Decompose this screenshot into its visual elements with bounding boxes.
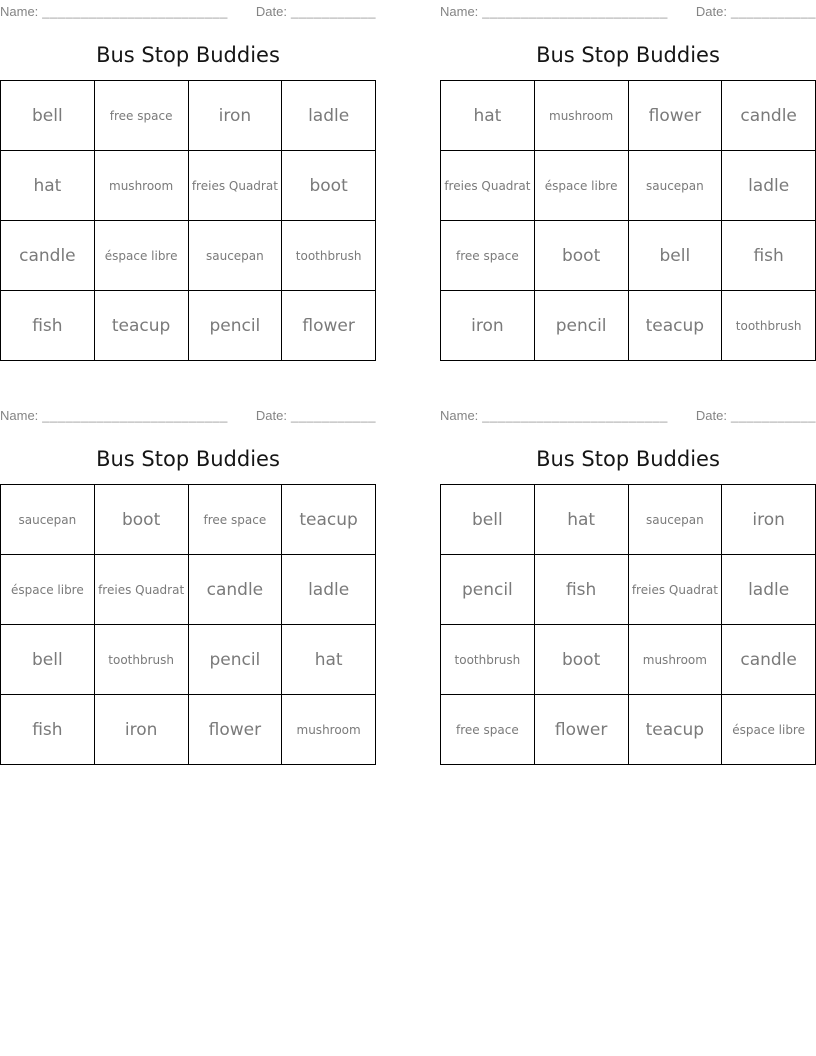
bingo-cell: hat — [534, 485, 628, 555]
bingo-cell: candle — [1, 221, 95, 291]
bingo-cell: saucepan — [628, 485, 722, 555]
date-line: ___________ — [290, 4, 376, 19]
bingo-grid — [0, 484, 376, 765]
grid-row — [1, 695, 376, 765]
bingo-cell: boot — [534, 625, 628, 695]
bingo-cell: candle — [188, 555, 282, 625]
bingo-cell: flower — [188, 695, 282, 765]
bingo-cell: toothbrush — [282, 221, 376, 291]
card-header — [440, 408, 816, 423]
grid-row — [1, 221, 376, 291]
bingo-cell: fish — [534, 555, 628, 625]
bingo-cell: saucepan — [1, 485, 95, 555]
bingo-grid — [440, 484, 816, 765]
bingo-card-3 — [0, 408, 376, 765]
bingo-cell: pencil — [534, 291, 628, 361]
date-label: Date: — [255, 4, 287, 19]
bingo-cell: bell — [1, 625, 95, 695]
bingo-cell: mushroom — [94, 151, 188, 221]
bingo-cell: saucepan — [188, 221, 282, 291]
bingo-cell: candle — [722, 625, 816, 695]
date-line: ___________ — [730, 4, 816, 19]
bingo-cell: pencil — [188, 625, 282, 695]
bingo-cell: mushroom — [282, 695, 376, 765]
grid-row — [441, 291, 816, 361]
bingo-cell: saucepan — [628, 151, 722, 221]
date-label: Date: — [695, 408, 727, 423]
bingo-cell: flower — [534, 695, 628, 765]
date-label: Date: — [695, 4, 727, 19]
card-header — [440, 4, 816, 19]
bingo-cell: freies Quadrat — [94, 555, 188, 625]
bingo-card-2 — [440, 4, 816, 361]
bingo-cell: free space — [441, 221, 535, 291]
bingo-cell: teacup — [628, 695, 722, 765]
bingo-cell: éspace libre — [722, 695, 816, 765]
name-line: ________________________ — [42, 408, 228, 423]
grid-row — [1, 485, 376, 555]
bingo-cell: boot — [94, 485, 188, 555]
name-line: ________________________ — [482, 4, 668, 19]
name-label: Name: — [0, 4, 39, 19]
grid-row — [441, 695, 816, 765]
bingo-cell: iron — [441, 291, 535, 361]
grid-row — [441, 555, 816, 625]
bingo-card-4 — [440, 408, 816, 765]
bingo-cell: teacup — [628, 291, 722, 361]
bingo-cell: hat — [441, 81, 535, 151]
bingo-cell: éspace libre — [534, 151, 628, 221]
bingo-cell: pencil — [188, 291, 282, 361]
bingo-cell: freies Quadrat — [188, 151, 282, 221]
grid-row — [1, 291, 376, 361]
grid-row — [1, 151, 376, 221]
grid-row — [441, 221, 816, 291]
grid-row — [441, 151, 816, 221]
name-label: Name: — [0, 408, 39, 423]
bingo-cell: éspace libre — [1, 555, 95, 625]
name-label: Name: — [440, 4, 479, 19]
name-label: Name: — [440, 408, 479, 423]
bingo-cell: toothbrush — [94, 625, 188, 695]
bingo-cell: toothbrush — [722, 291, 816, 361]
bingo-cell: fish — [1, 291, 95, 361]
bingo-cell: éspace libre — [94, 221, 188, 291]
bingo-cell: boot — [534, 221, 628, 291]
bingo-cell: free space — [94, 81, 188, 151]
bingo-cell: ladle — [282, 555, 376, 625]
bingo-cell: iron — [722, 485, 816, 555]
bingo-cell: free space — [188, 485, 282, 555]
bingo-cell: fish — [722, 221, 816, 291]
bingo-grid — [0, 80, 376, 361]
bingo-card-1 — [0, 4, 376, 361]
grid-row — [1, 555, 376, 625]
bingo-cell: candle — [722, 81, 816, 151]
bingo-cell: freies Quadrat — [441, 151, 535, 221]
card-title: Bus Stop Buddies — [96, 447, 280, 471]
grid-row — [441, 625, 816, 695]
bingo-cell: ladle — [722, 151, 816, 221]
bingo-grid — [440, 80, 816, 361]
bingo-cell: toothbrush — [441, 625, 535, 695]
bingo-cell: flower — [628, 81, 722, 151]
name-line: ________________________ — [42, 4, 228, 19]
bingo-cell: fish — [1, 695, 95, 765]
bingo-cell: bell — [628, 221, 722, 291]
card-header — [0, 408, 376, 423]
name-line: ________________________ — [482, 408, 668, 423]
bingo-cell: ladle — [282, 81, 376, 151]
bingo-cell: bell — [441, 485, 535, 555]
date-line: ___________ — [290, 408, 376, 423]
bingo-cell: bell — [1, 81, 95, 151]
grid-row — [1, 625, 376, 695]
card-header — [0, 4, 376, 19]
bingo-cell: mushroom — [534, 81, 628, 151]
card-title: Bus Stop Buddies — [536, 447, 720, 471]
bingo-cell: iron — [188, 81, 282, 151]
bingo-cell: pencil — [441, 555, 535, 625]
bingo-cell: mushroom — [628, 625, 722, 695]
bingo-cell: flower — [282, 291, 376, 361]
bingo-cell: teacup — [94, 291, 188, 361]
bingo-cell: free space — [441, 695, 535, 765]
grid-row — [441, 485, 816, 555]
card-title: Bus Stop Buddies — [96, 43, 280, 67]
bingo-cell: iron — [94, 695, 188, 765]
bingo-cell: boot — [282, 151, 376, 221]
grid-row — [441, 81, 816, 151]
bingo-cell: hat — [1, 151, 95, 221]
bingo-cell: freies Quadrat — [628, 555, 722, 625]
bingo-cell: teacup — [282, 485, 376, 555]
bingo-cell: hat — [282, 625, 376, 695]
bingo-cell: ladle — [722, 555, 816, 625]
date-label: Date: — [255, 408, 287, 423]
date-line: ___________ — [730, 408, 816, 423]
card-title: Bus Stop Buddies — [536, 43, 720, 67]
grid-row — [1, 81, 376, 151]
